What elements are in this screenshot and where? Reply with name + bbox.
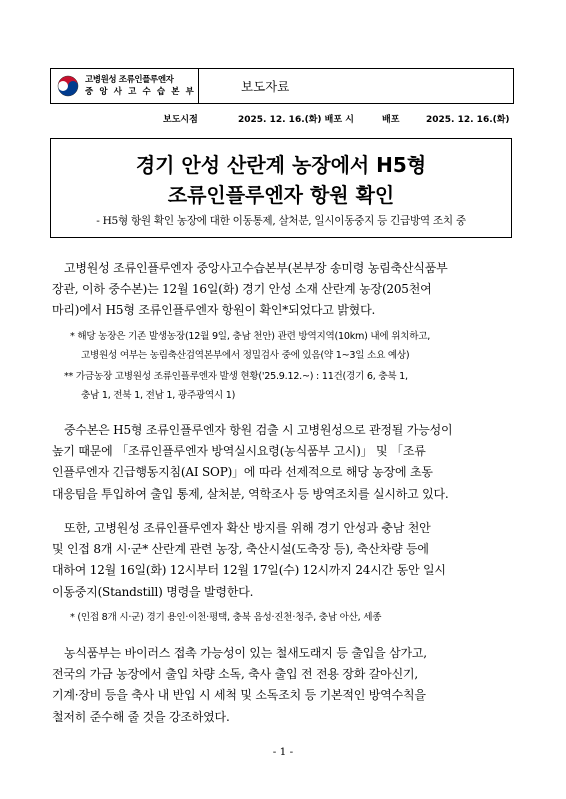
paragraph-2 <box>52 420 514 505</box>
embargo-label: 보도시점 <box>163 115 198 125</box>
footnote-line: 고병원성 여부는 농림축산검역본부에서 정밀검사 중에 있음(약 1~3일 소요 예상) <box>81 350 410 361</box>
paragraph-line: 인플루엔자 긴급행동지침(AI SOP)」에 따라 선제적으로 해당 농장에 초동 <box>52 465 433 480</box>
footnote-1 <box>70 327 526 365</box>
org-name <box>85 74 195 98</box>
footnote-3: * (인접 8개 시·군) 경기 용인·이천·평택, 충북 음성·진천·청주, 충남 아산, 세종 <box>70 612 382 623</box>
headline-line1: 경기 안성 산란계 농장에서 H5형 <box>135 153 427 177</box>
footnote-2 <box>64 367 526 405</box>
paragraph-line: 또한, 고병원성 조류인플루엔자 확산 방지를 위해 경기 안성과 충남 천안 <box>64 521 431 535</box>
footnote-line: 충남 1, 전북 1, 전남 1, 광주광역시 1) <box>81 390 236 401</box>
distribution-value: 2025. 12. 16.(화) <box>426 115 510 125</box>
footnote-line: * 해당 농장은 기존 발생농장(12월 9일, 충남 천안) 관련 방역지역(10km) 내에 위치하고, <box>70 331 431 342</box>
title-box <box>50 138 512 238</box>
paragraph-line: 대하여 12월 16일(화) 12시부터 12월 17일(수) 12시까지 24시간 동안 일시 <box>52 563 446 578</box>
paragraph-line: 전국의 가금 농장에서 출입 차량 소독, 축사 출입 전 전용 장화 갈아신기, <box>52 667 418 682</box>
paragraph-line: 중수본은 H5형 조류인플루엔자 항원 검출 시 고병원성으로 관정될 가능성이 <box>64 423 453 437</box>
paragraph-line: 장관, 이하 중수본)는 12월 16일(화) 경기 안성 소재 산란계 농장(205천여 <box>52 282 432 297</box>
org-logo-cell <box>51 69 199 103</box>
paragraph-line: 이동중지(Standstill) 명령을 발령한다. <box>52 584 254 599</box>
paragraph-line: 고병원성 조류인플루엔자 중앙사고수습본부(본부장 송미령 농림축산식품부 <box>64 261 448 275</box>
org-name-line2: 중 앙 사 고 수 습 본 부 <box>85 87 196 97</box>
page-number: - 1 - <box>272 746 294 758</box>
government-emblem-icon <box>57 75 79 97</box>
org-name-line1: 고병원성 조류인플루엔자 <box>85 75 174 85</box>
header-box <box>50 68 514 104</box>
paragraph-1 <box>52 258 514 322</box>
paragraph-line: 기계·장비 등을 축사 내 반입 시 세척 및 소독조치 등 기본적인 방역수칙을 <box>52 688 426 703</box>
paragraph-4 <box>52 643 514 728</box>
embargo-value: 2025. 12. 16.(화) 배포 시 <box>238 115 354 125</box>
distribution-label: 배포 <box>382 115 400 125</box>
paragraph-3 <box>52 518 514 603</box>
footnote-line: ** 가금농장 고병원성 조류인플루엔자 발생 현황('25.9.12.~) : 11건(경기 6, 충북 1, <box>64 371 408 382</box>
paragraph-line: 높기 때문에 「조류인플루엔자 방역실시요령(농식품부 고시)」 및 「조류 <box>52 444 426 459</box>
paragraph-line: 대응팀을 투입하여 출입 통제, 살처분, 역학조사 등 방역조치를 실시하고 있다. <box>52 486 449 501</box>
paragraph-line: 철저히 준수해 줄 것을 강조하였다. <box>52 709 230 724</box>
headline-line2: 조류인플루엔자 항원 확인 <box>167 183 395 207</box>
subheadline: - H5형 항원 확인 농장에 대한 이동통제, 살처분, 일시이동중지 등 긴급방역 조치 중 <box>96 215 466 227</box>
paragraph-line: 농식품부는 바이러스 접촉 가능성이 있는 철새도래지 등 출입을 삼가고, <box>64 646 427 660</box>
doc-type-label: 보도자료 <box>241 79 290 94</box>
paragraph-line: 마리)에서 H5형 조류인플루엔자 항원이 확인*되었다고 밝혔다. <box>52 303 376 318</box>
paragraph-line: 및 인접 8개 시·군* 산란계 관련 농장, 축산시설(도축장 등), 축산차량 등에 <box>52 542 429 557</box>
